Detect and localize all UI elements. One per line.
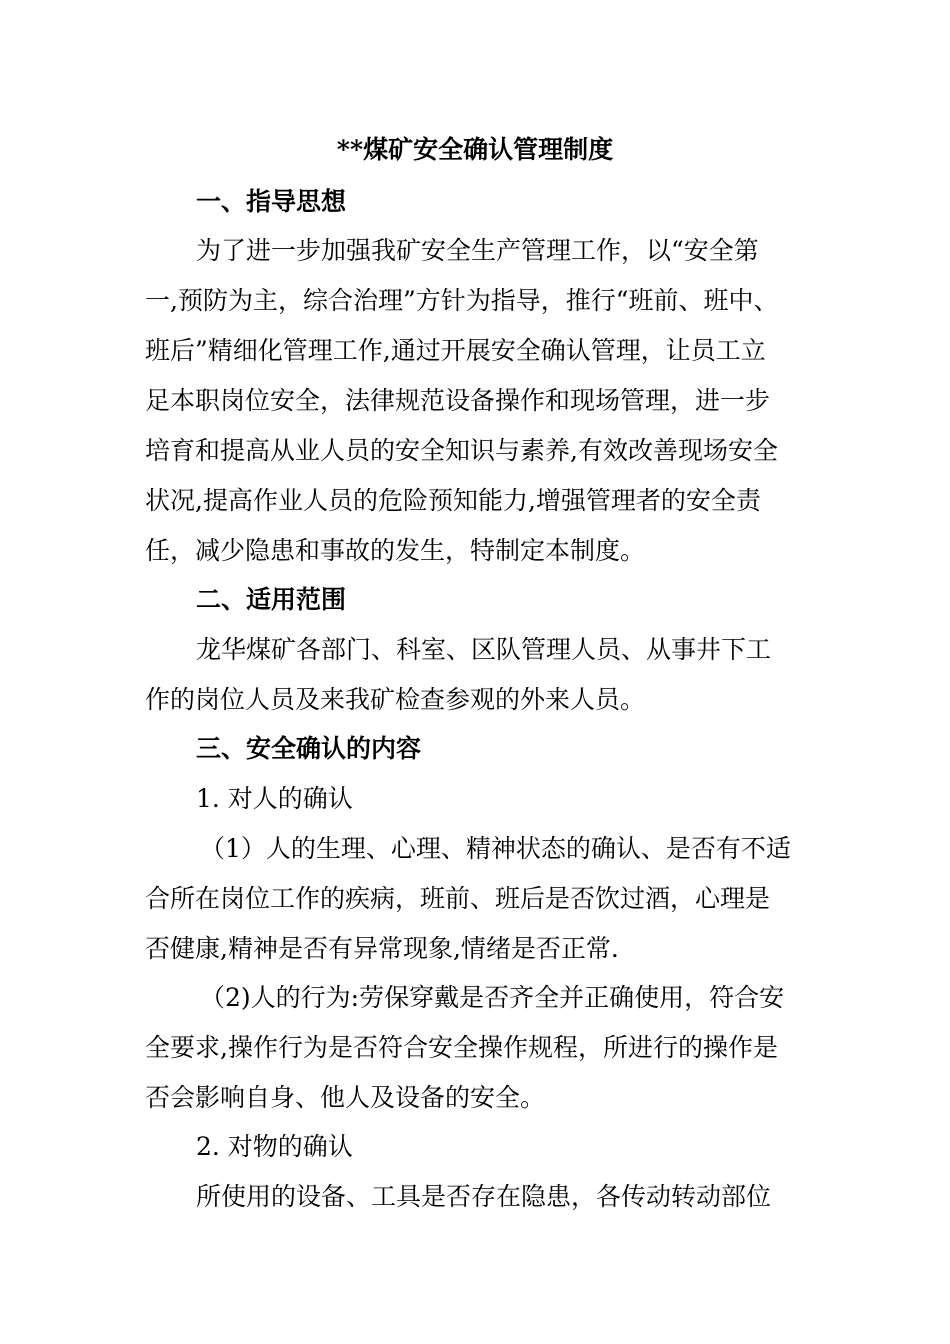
- section-heading-scope: 二、适用范围: [196, 585, 347, 614]
- section-heading-guiding-ideology: 一、指导思想: [196, 187, 347, 216]
- paragraph-line: 否健康,精神是否有异常现象,情绪是否正常.: [145, 934, 619, 963]
- paragraph-line: 作的岗位人员及来我矿检查参观的外来人员。: [145, 685, 646, 714]
- paragraph-line: 所使用的设备、工具是否存在隐患，各传动转动部位: [196, 1182, 772, 1211]
- paragraph-line: （1）人的生理、心理、精神状态的确认、是否有不适: [200, 834, 791, 863]
- paragraph-line: 任，减少隐患和事故的发生，特制定本制度。: [145, 536, 646, 565]
- paragraph-line: 合所在岗位工作的疾病，班前、班后是否饮过酒，心理是: [145, 884, 771, 913]
- paragraph-line: 状况,提高作业人员的危险预知能力,增强管理者的安全责: [145, 486, 761, 515]
- paragraph-line: 一,预防为主，综合治理”方针为指导，推行“班前、班中、: [145, 286, 779, 315]
- paragraph-line: 班后”精细化管理工作,通过开展安全确认管理，让员工立: [145, 336, 766, 365]
- document-title: **煤矿安全确认管理制度: [336, 135, 614, 164]
- paragraph-line: 培育和提高从业人员的安全知识与素养,有效改善现场安全: [145, 436, 778, 465]
- item-label-person-confirmation: 1. 对人的确认: [196, 784, 353, 813]
- paragraph-line: 全要求,操作行为是否符合安全操作规程，所进行的操作是: [145, 1033, 778, 1062]
- paragraph-line: （2)人的行为:劳保穿戴是否齐全并正确使用，符合安: [200, 983, 785, 1012]
- item-label-object-confirmation: 2. 对物的确认: [196, 1132, 353, 1161]
- paragraph-line: 龙华煤矿各部门、科室、区队管理人员、从事井下工: [196, 635, 772, 664]
- paragraph-line: 为了进一步加强我矿安全生产管理工作，以“安全第: [196, 236, 759, 265]
- paragraph-line: 足本职岗位安全，法律规范设备操作和现场管理，进一步: [145, 386, 771, 415]
- section-heading-content: 三、安全确认的内容: [196, 734, 422, 763]
- paragraph-line: 否会影响自身、他人及设备的安全。: [145, 1083, 546, 1112]
